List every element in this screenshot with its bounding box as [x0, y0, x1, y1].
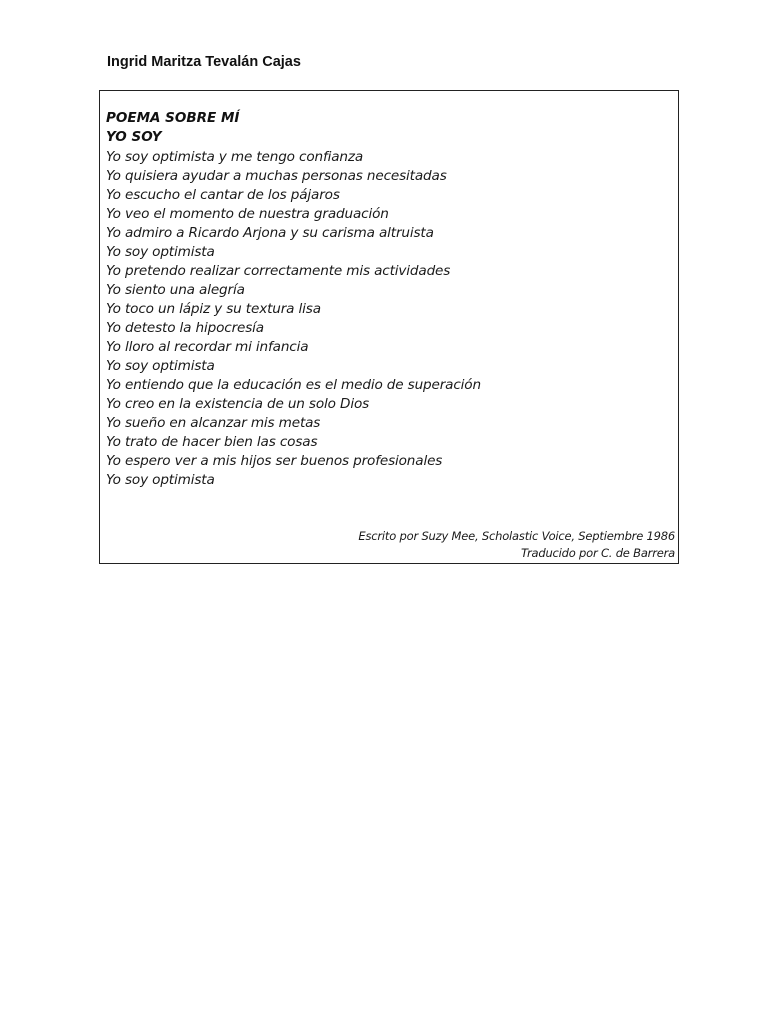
poem-box	[99, 90, 679, 564]
poem-line: Yo veo el momento de nuestra graduación	[106, 206, 389, 222]
poem-line: Yo creo en la existencia de un solo Dios	[106, 396, 370, 412]
poem-line: Yo entiendo que la educación es el medio de superación	[106, 377, 481, 393]
poem-line: Yo soy optimista	[106, 244, 215, 260]
poem-line: Yo toco un lápiz y su textura lisa	[106, 301, 321, 317]
poem-line: Yo quisiera ayudar a muchas personas necesitadas	[106, 168, 447, 184]
poem-line: Yo soy optimista	[106, 358, 215, 374]
poem-line: Yo sueño en alcanzar mis metas	[106, 415, 321, 431]
poem-line: Yo detesto la hipocresía	[106, 320, 264, 336]
poem-line: Yo admiro a Ricardo Arjona y su carisma altruista	[106, 225, 434, 241]
poem-line: Yo siento una alegría	[106, 282, 245, 298]
poem-line: Yo pretendo realizar correctamente mis actividades	[106, 263, 451, 279]
poem-line: Yo soy optimista	[106, 472, 215, 488]
poem-credits	[358, 528, 675, 562]
poem-title: POEMA SOBRE MÍ	[106, 110, 240, 126]
poem-line: Yo escucho el cantar de los pájaros	[106, 187, 340, 203]
poem-line: Yo soy optimista y me tengo confianza	[106, 149, 364, 165]
author-name: Ingrid Maritza Tevalán Cajas	[107, 54, 301, 70]
poem-subtitle: YO SOY	[106, 129, 162, 145]
credit-written: Escrito por Suzy Mee, Scholastic Voice, Septiembre 1986	[358, 529, 675, 543]
poem-line: Yo lloro al recordar mi infancia	[106, 339, 309, 355]
poem-line: Yo espero ver a mis hijos ser buenos profesionales	[106, 453, 443, 469]
poem-lines	[106, 148, 481, 490]
poem-line: Yo trato de hacer bien las cosas	[106, 434, 318, 450]
credit-translated: Traducido por C. de Barrera	[521, 546, 675, 560]
